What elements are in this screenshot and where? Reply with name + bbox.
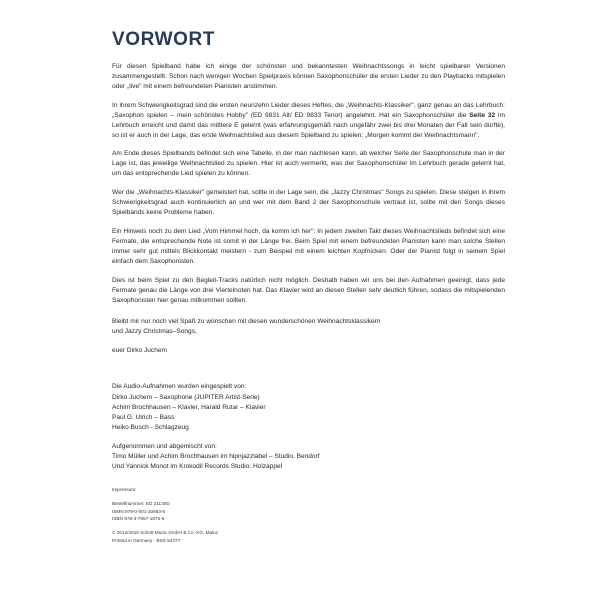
preface-body: [112, 62, 505, 306]
paragraph-text: Für diesen Spielband habe ich einige der schönsten und bekanntesten Weihnachtssongs in leicht spielbaren Versionen zusammengestellt. Schon nach wenigen Wochen Spielpraxis können Saxophonschüler die ersten Lieder zu den Playbacks mitspielen oder „live" mit einem befreundeten Pianisten anstimmen.: [112, 62, 505, 90]
ismn-number: ISMN 979-0-001-20863-5: [112, 508, 166, 514]
credit-line: Heiko Busch - Schlagzeug: [112, 424, 189, 432]
signature-line: euer Dirko Juchem: [112, 346, 167, 354]
paragraph-text: Ein Hinweis noch zu dem Lied „Vom Himmel hoch, da komm ich her": In jedem zweiten Takt dieses Weihnachtslieds befindet sich eine Fermate, die entsprechende Note ist somit in der Länge frei. Beim Spiel mit einem befreundeten Pianisten kann man solche Stellen immer sehr gut mittels Blickkontakt meistern - zum Beispiel mit einem leichten Kopfnicken. Oder der Pianist folgt in seinem Spiel einfach dem Saxophonisten.: [112, 228, 505, 265]
paragraph-text: Dies ist beim Spiel zu den Begleit-Tracks natürlich nicht möglich. Deshalb haben wir uns bei den Aufnahmen geeinigt, dass jede Fermate genau die Länge von drei Viertelnoten hat. Das Klavier wird an diesen Stellen sehr deutlich führen, sodass die mitspielenden Saxophonisten hier genau mitkommen sollten.: [112, 276, 505, 304]
paragraph-table: [112, 149, 505, 179]
credits-production-heading: Aufgenommen und abgemischt von:: [112, 443, 217, 451]
paragraph-tracks: [112, 276, 505, 306]
copyright-line: © 2012/2019 Schott Music GmbH & Co. KG, Mainz: [112, 529, 219, 535]
paragraph-text-cont: im Lehrbuch erreicht und damit das mittlere E gelernt (was erfahrungsgemäß nach ungefähr zwei bis drei Monaten der Fall sein dürfte), so ist er auch in der Lage, das erste Weihnachtslied aus diesem Spielband zu spielen: „Morgen kommt der Weihnachtsmann".: [112, 111, 505, 139]
paragraph-text: Am Ende dieses Spielbands befindet sich eine Tabelle, in der man nachlesen kann, ab welcher Seite der Saxophonschule man in der Lage ist, das jeweilige Weihnachtslied zu spielen. Hier ist auch vermerkt, was der Saxophonschüler im Lehrbuch gerade gelernt hat, um das entsprechende Lied spielen zu können.: [112, 150, 505, 178]
closing-block: [112, 317, 505, 337]
credit-line: Timo Müller und Achim Brochhausen im hipnjazzlabel – Studio, Bendorf: [112, 453, 320, 461]
imprint-identifiers: [112, 500, 505, 523]
credits-production: [112, 442, 505, 472]
imprint-section: [112, 486, 505, 545]
paragraph-text: In ihrem Schwierigkeitsgrad sind die ersten neunzehn Lieder dieses Heftes, die „Weihnachts-Klassiker", ganz genau an das Lehrbuch: „Saxophon spielen – mein schönstes Hobby" (ED 9831 Alt/ ED 9833 Tenor) angelehnt. Hat ein Saxophonschüler die: [112, 101, 505, 119]
order-number: Bestellnummer: ED 21130D: [112, 501, 170, 507]
paragraph-difficulty: [112, 101, 505, 141]
credit-line: Paul G. Ulrich – Bass: [112, 413, 175, 421]
closing-line-2: und Jazzy Christmas–Songs,: [112, 327, 197, 335]
credits-recordings-heading: Die Audio-Aufnahmen wurden eingespielt von:: [112, 383, 247, 391]
credit-line: Dirko Juchem – Saxophone (JUPITER Artist-Serie): [112, 393, 260, 401]
credit-line: Achim Brochhausen – Klavier, Harald Rutar – Klavier: [112, 403, 266, 411]
isbn-number: ISBN 978-3-7957-1875-6: [112, 516, 165, 522]
paragraph-fermate-hint: [112, 227, 505, 267]
page-reference-bold: Seite 32: [469, 111, 496, 119]
imprint-legal: [112, 529, 505, 544]
credits-recordings: [112, 382, 505, 433]
paragraph-jazzy: [112, 188, 505, 218]
closing-line-1: Bleibt mir nur noch viel Spaß zu wünschen mit diesen wunderschönen Weihnachtsklassikern: [112, 317, 381, 325]
imprint-heading: Impressum:: [112, 486, 137, 492]
paragraph-intro: [112, 62, 505, 92]
credits-section: [112, 382, 505, 472]
paragraph-text: Wer die „Weihnachts-Klassiker" gemeistert hat, sollte in der Lage sein, die „Jazzy Christmas" Songs zu spielen. Diese steigen in ihrem Schwierigkeitsgrad auch kontinuierlich an und wer mit dem Band 2 der Saxophonschule vertraut ist, sollte mit den Songs dieses Spielbands keine Probleme haben.: [112, 189, 505, 217]
page-title: VORWORT: [112, 29, 216, 50]
credit-line: Und Yannick Monot im Krokodil Records Studio, Holzappel: [112, 463, 283, 471]
printed-in-line: Printed in Germany · BSS 54377: [112, 537, 181, 543]
